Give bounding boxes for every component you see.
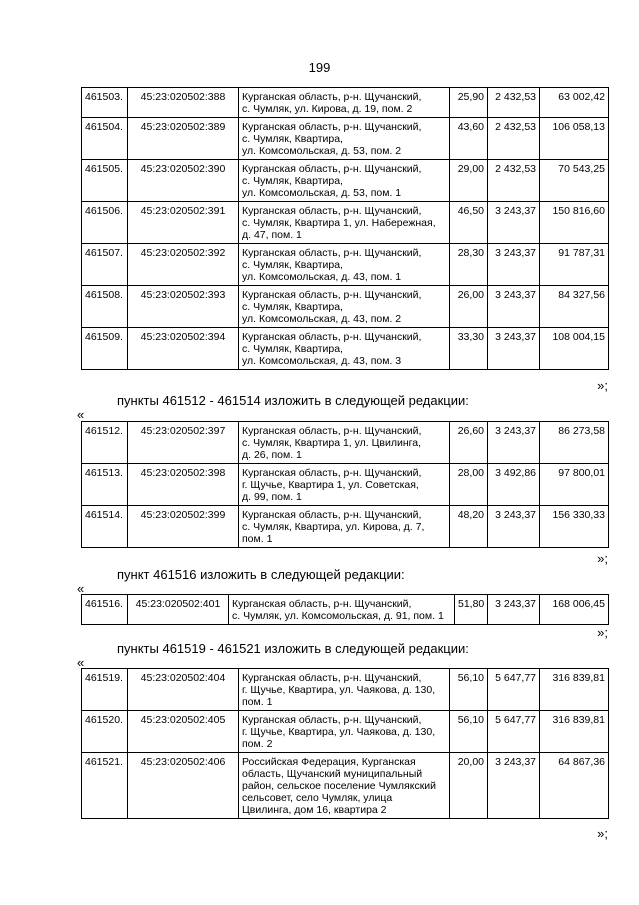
table-row [82,506,609,548]
address-cell: Курганская область, р-н. Щучанский, г. Щучье, Квартира 1, ул. Советская, д. 99, пом. 1 [239,464,450,506]
row-number-cell: 461519. [82,669,128,711]
cadastral-value-cell: 64 867,36 [540,753,609,819]
row-number-cell: 461520. [82,711,128,753]
closing-quote: »; [597,378,608,393]
area-cell: 56,10 [450,669,488,711]
address-cell: Курганская область, р-н. Щучанский, г. Щучье, Квартира, ул. Чаякова, д. 130, пом. 2 [239,711,450,753]
unit-price-cell: 3 492,86 [488,464,540,506]
cadastral-value-cell: 150 816,60 [540,202,609,244]
address-cell: Российская Федерация, Курганская область, Щучанский муниципальный район, сельское поселение Чумлякский сельсовет, село Чумляк, улица Цвилинга, дом 16, квартира 2 [239,753,450,819]
unit-price-cell: 3 243,37 [488,422,540,464]
cadastral-number-cell: 45:23:020502:394 [128,328,239,370]
unit-price-cell: 5 647,77 [488,711,540,753]
cadastral-number-cell: 45:23:020502:401 [128,595,229,625]
table-row [82,88,609,118]
closing-quote: »; [597,625,608,640]
table-row [82,753,609,819]
address-cell: Курганская область, р-н. Щучанский, с. Чумляк, Квартира, ул. Комсомольская, д. 43, пом. 1 [239,244,450,286]
cadastral-value-cell: 108 004,15 [540,328,609,370]
row-number-cell: 461506. [82,202,128,244]
area-cell: 46,50 [450,202,488,244]
table-row [82,669,609,711]
amendment-paragraph: пункты 461512 - 461514 изложить в следующей редакции: [117,393,469,408]
cadastral-number-cell: 45:23:020502:388 [128,88,239,118]
address-cell: Курганская область, р-н. Щучанский, с. Чумляк, Квартира, ул. Кирова, д. 7, пом. 1 [239,506,450,548]
address-cell: Курганская область, р-н. Щучанский, с. Чумляк, Квартира, ул. Комсомольская, д. 53, пом. 1 [239,160,450,202]
area-cell: 28,30 [450,244,488,286]
unit-price-cell: 2 432,53 [488,88,540,118]
property-table-2 [81,421,609,548]
cadastral-value-cell: 156 330,33 [540,506,609,548]
page-number: 199 [308,60,331,75]
address-cell: Курганская область, р-н. Щучанский, с. Чумляк, Квартира 1, ул. Цвилинга, д. 26, пом. 1 [239,422,450,464]
table-row [82,464,609,506]
unit-price-cell: 3 243,37 [488,244,540,286]
address-cell: Курганская область, р-н. Щучанский, г. Щучье, Квартира, ул. Чаякова, д. 130, пом. 1 [239,669,450,711]
unit-price-cell: 3 243,37 [488,595,540,625]
opening-quote: « [77,581,85,596]
cadastral-value-cell: 63 002,42 [540,88,609,118]
cadastral-value-cell: 70 543,25 [540,160,609,202]
address-cell: Курганская область, р-н. Щучанский, с. Чумляк, ул. Комсомольская, д. 91, пом. 1 [229,595,455,625]
cadastral-number-cell: 45:23:020502:399 [128,506,239,548]
row-number-cell: 461516. [82,595,128,625]
row-number-cell: 461513. [82,464,128,506]
closing-quote: »; [597,551,608,566]
address-cell: Курганская область, р-н. Щучанский, с. Чумляк, Квартира 1, ул. Набережная, д. 47, пом. 1 [239,202,450,244]
area-cell: 28,00 [450,464,488,506]
cadastral-number-cell: 45:23:020502:393 [128,286,239,328]
unit-price-cell: 3 243,37 [488,753,540,819]
cadastral-value-cell: 84 327,56 [540,286,609,328]
address-cell: Курганская область, р-н. Щучанский, с. Чумляк, ул. Кирова, д. 19, пом. 2 [239,88,450,118]
area-cell: 26,60 [450,422,488,464]
cadastral-number-cell: 45:23:020502:389 [128,118,239,160]
unit-price-cell: 2 432,53 [488,118,540,160]
property-table-4 [81,668,609,819]
cadastral-number-cell: 45:23:020502:404 [128,669,239,711]
row-number-cell: 461509. [82,328,128,370]
cadastral-number-cell: 45:23:020502:406 [128,753,239,819]
table-row [82,244,609,286]
amendment-paragraph: пункты 461519 - 461521 изложить в следующей редакции: [117,641,469,656]
area-cell: 29,00 [450,160,488,202]
area-cell: 56,10 [450,711,488,753]
row-number-cell: 461521. [82,753,128,819]
table-row [82,422,609,464]
table-row [82,595,609,625]
address-cell: Курганская область, р-н. Щучанский, с. Чумляк, Квартира, ул. Комсомольская, д. 53, пом. 2 [239,118,450,160]
unit-price-cell: 3 243,37 [488,506,540,548]
unit-price-cell: 5 647,77 [488,669,540,711]
table-row [82,118,609,160]
cadastral-number-cell: 45:23:020502:390 [128,160,239,202]
cadastral-value-cell: 97 800,01 [540,464,609,506]
table-row [82,160,609,202]
table-row [82,202,609,244]
opening-quote: « [77,407,85,422]
table-row [82,286,609,328]
table-row [82,328,609,370]
row-number-cell: 461514. [82,506,128,548]
amendment-paragraph: пункт 461516 изложить в следующей редакции: [117,567,405,582]
cadastral-value-cell: 316 839,81 [540,711,609,753]
cadastral-number-cell: 45:23:020502:392 [128,244,239,286]
address-cell: Курганская область, р-н. Щучанский, с. Чумляк, Квартира, ул. Комсомольская, д. 43, пом. 3 [239,328,450,370]
area-cell: 33,30 [450,328,488,370]
cadastral-number-cell: 45:23:020502:405 [128,711,239,753]
cadastral-value-cell: 106 058,13 [540,118,609,160]
table-row [82,711,609,753]
address-cell: Курганская область, р-н. Щучанский, с. Чумляк, Квартира, ул. Комсомольская, д. 43, пом. 2 [239,286,450,328]
row-number-cell: 461512. [82,422,128,464]
unit-price-cell: 3 243,37 [488,202,540,244]
property-table-1 [81,87,609,370]
cadastral-value-cell: 168 006,45 [540,595,609,625]
unit-price-cell: 3 243,37 [488,286,540,328]
property-table-3 [81,594,609,625]
row-number-cell: 461505. [82,160,128,202]
cadastral-value-cell: 91 787,31 [540,244,609,286]
row-number-cell: 461504. [82,118,128,160]
unit-price-cell: 2 432,53 [488,160,540,202]
row-number-cell: 461503. [82,88,128,118]
area-cell: 51,80 [455,595,488,625]
area-cell: 48,20 [450,506,488,548]
area-cell: 26,00 [450,286,488,328]
cadastral-number-cell: 45:23:020502:391 [128,202,239,244]
cadastral-value-cell: 316 839,81 [540,669,609,711]
cadastral-number-cell: 45:23:020502:397 [128,422,239,464]
cadastral-number-cell: 45:23:020502:398 [128,464,239,506]
opening-quote: « [77,655,85,670]
unit-price-cell: 3 243,37 [488,328,540,370]
area-cell: 43,60 [450,118,488,160]
area-cell: 20,00 [450,753,488,819]
cadastral-value-cell: 86 273,58 [540,422,609,464]
row-number-cell: 461508. [82,286,128,328]
area-cell: 25,90 [450,88,488,118]
closing-quote: »; [597,826,608,841]
row-number-cell: 461507. [82,244,128,286]
